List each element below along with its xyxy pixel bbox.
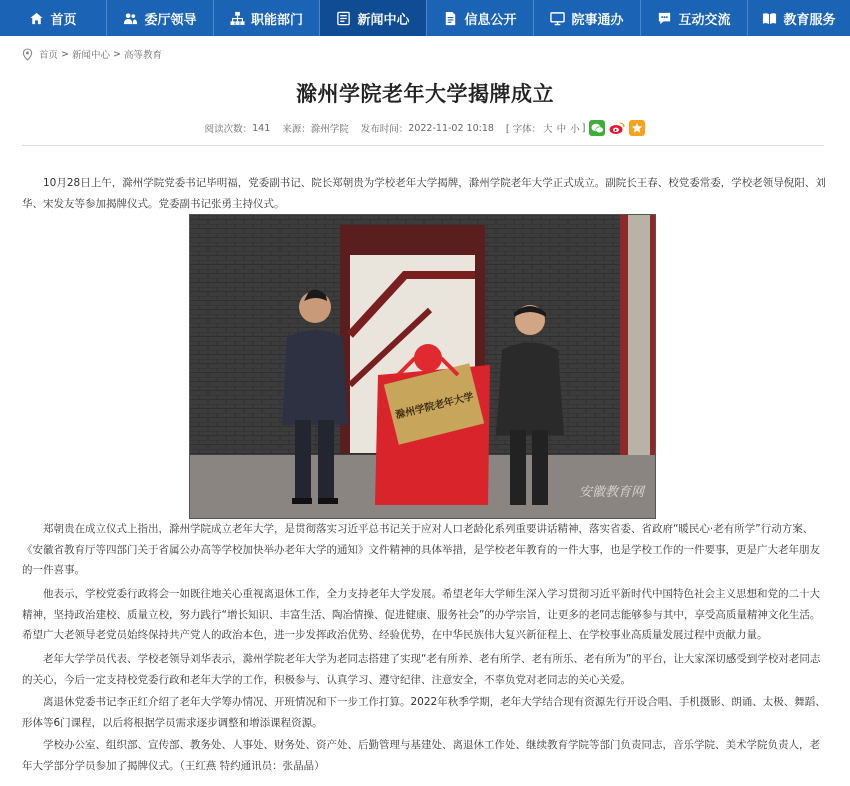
font-size-medium[interactable]: 中: [556, 124, 567, 135]
font-size-large[interactable]: 大: [543, 124, 553, 135]
breadcrumb-separator: >: [61, 48, 69, 60]
nav-item-news[interactable]: [320, 0, 427, 36]
article-title: 滁州学院老年大学揭牌成立: [296, 82, 554, 106]
nav-item-label: 信息公开: [464, 12, 517, 28]
breadcrumb: [22, 46, 162, 62]
nav-item-home[interactable]: [0, 0, 107, 36]
article-meta: [0, 118, 850, 138]
nav-item-label: 互动交流: [678, 12, 731, 28]
meta-divider: [22, 145, 824, 146]
weibo-share-icon[interactable]: [609, 120, 625, 136]
location-pin-icon: [22, 48, 33, 61]
article-paragraph: 郑朝贵在成立仪式上指出，滁州学院成立老年大学，是贯彻落实习近平总书记关于应对人口老龄化系列重要讲话精神，落实省委、省政府“暖民心·老有所学”行动方案、《安徽省教育厅等四部门关于省属公办高等学校加快举办老年大学的通知》文件精神的具体举措，是学校老年教育的一件大事，也是学校工作的一件要事，更是广大老年朋友的一件喜事。: [22, 523, 820, 576]
breadcrumb-home-link[interactable]: 首页: [39, 50, 59, 61]
article-photo: [189, 214, 656, 519]
article-paragraph: 离退休党委书记李正红介绍了老年大学筹办情况、开班情况和下一步工作打算。2022年秋季学期，老年大学结合现有资源先行开设合唱、手机摄影、朗诵、太极、舞蹈、形体等6门课程，以后将根据学员需求逐步调整和增添课程资源。: [22, 696, 826, 729]
leaders-icon: [123, 11, 138, 26]
wechat-share-icon[interactable]: [589, 120, 605, 136]
nav-item-services[interactable]: [534, 0, 641, 36]
home-icon: [29, 11, 44, 26]
article-paragraph: 学校办公室、组织部、宣传部、教务处、人事处、财务处、资产处、后勤管理与基建处、离退休工作处、继续教育学院等部门负责同志，音乐学院、美术学院负责人，老年大学部分学员参加了揭牌仪式。（王红燕 特约通讯员：张晶晶）: [22, 739, 820, 772]
book-icon: [762, 11, 777, 26]
source-value: 滁州学院: [310, 124, 349, 135]
article-paragraph: 10月28日上午，滁州学院党委书记毕明福，党委副书记、院长郑朝贵为学校老年大学揭牌，滁州学院老年大学正式成立。副院长王春、校党委常委，学校老领导倪阳、刘华、宋发友等参加揭牌仪式。党委副书记张勇主持仪式。: [22, 177, 826, 210]
font-size-end: ]: [581, 122, 586, 134]
breadcrumb-separator: >: [113, 48, 121, 60]
nav-item-label: 新闻中心: [357, 12, 410, 28]
article-paragraph: 老年大学学员代表、学校老领导刘华表示，滁州学院老年大学为老同志搭建了实现“老有所养、老有所学、老有所乐、老有所为”的平台，让大家深切感受到学校对老同志的关心，今后一定支持校党委行政和老年大学的工作，积极参与、认真学习、遵守纪律、注意安全，不辜负党对老同志的关心关爱。: [22, 653, 821, 686]
nav-item-education[interactable]: [748, 0, 850, 36]
org-chart-icon: [230, 11, 245, 26]
nav-item-label: 院事通办: [571, 12, 624, 28]
font-size-small[interactable]: 小: [570, 124, 580, 135]
article-paragraph: 他表示，学校党委行政将会一如既往地关心重视离退休工作，全力支持老年大学发展。希望老年大学师生深入学习贯彻习近平新时代中国特色社会主义思想和党的二十大精神，坚持政治建校、质量立校，努力践行“增长知识、丰富生活、陶冶情操、促进健康、服务社会”的办学宗旨，让更多的老同志能够参与其中，享受高质量精神文化生活。希望广大老领导老党员始终保持共产党人的政治本色，进一步发挥政治优势、经验优势，在中华民族伟大复兴新征程上、在学校事业高质量发展过程中贡献力量。: [22, 588, 821, 641]
favorite-star-icon[interactable]: [629, 120, 645, 136]
views-count: 141: [252, 122, 271, 134]
nav-item-label: 职能部门: [250, 12, 303, 28]
views-label: 阅读次数：: [204, 124, 253, 135]
nav-item-label: 教育服务: [783, 12, 836, 28]
plaque-text: 滁州学院老年大学: [394, 391, 475, 422]
document-icon: [443, 11, 458, 26]
nav-item-departments[interactable]: [214, 0, 320, 36]
main-nav: [0, 0, 850, 36]
nav-item-interaction[interactable]: [641, 0, 748, 36]
date-label: 发布时间：: [360, 124, 409, 135]
nav-item-label: 委厅领导: [144, 12, 197, 28]
breadcrumb-news-link[interactable]: 新闻中心: [71, 50, 110, 61]
breadcrumb-higher-education-link[interactable]: 高等教育: [123, 50, 162, 61]
nav-item-leaders[interactable]: [107, 0, 214, 36]
publish-date: 2022-11-02 10:18: [408, 122, 494, 134]
font-size-label: [ 字体：: [505, 124, 542, 135]
nav-item-info[interactable]: [427, 0, 534, 36]
nav-item-label: 首页: [50, 12, 77, 28]
photo-watermark: 安徽教育网: [578, 485, 644, 500]
news-icon: [336, 11, 351, 26]
source-label: 来源：: [282, 124, 311, 135]
monitor-icon: [550, 11, 565, 26]
chat-icon: [657, 11, 672, 26]
